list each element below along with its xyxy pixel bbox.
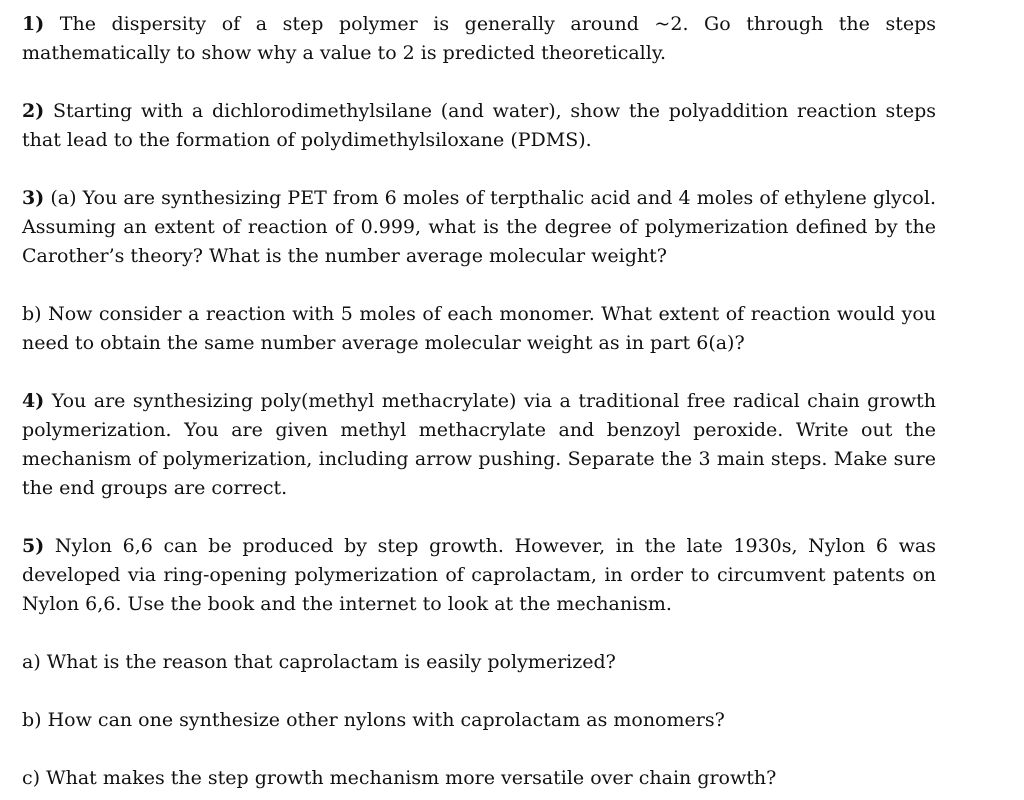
question-5-number: 5) (22, 535, 45, 557)
question-5a-text: a) What is the reason that caprolactam is easily polymerized? (22, 651, 616, 673)
question-3b-text: b) Now consider a reaction with 5 moles of each monomer. What extent of reaction would you need to obtain the same number average molecular weight as in part 6(a)? (22, 303, 936, 354)
question-2-text: Starting with a dichlorodimethylsilane (and water), show the polyaddition reaction steps that lead to the formation of polydimethylsiloxane (PDMS). (22, 100, 936, 151)
question-5b (22, 706, 936, 735)
question-3a-text: (a) You are synthesizing PET from 6 moles of terpthalic acid and 4 moles of ethylene glycol. Assuming an extent of reaction of 0.999, what is the degree of polymerization defined by the Carother’s theory? What is the number average molecular weight? (22, 187, 936, 267)
question-3b (22, 300, 936, 358)
question-5c-text: c) What makes the step growth mechanism more versatile over chain growth? (22, 767, 777, 789)
question-1-text: The dispersity of a step polymer is generally around ~2. Go through the steps mathematically to show why a value to 2 is predicted theoretically. (22, 13, 936, 64)
question-1-number: 1) (22, 13, 45, 35)
question-5a (22, 648, 936, 677)
question-2-number: 2) (22, 100, 45, 122)
question-3a (22, 184, 936, 271)
question-5b-text: b) How can one synthesize other nylons with caprolactam as monomers? (22, 709, 725, 731)
question-3-number: 3) (22, 187, 45, 209)
question-4-number: 4) (22, 390, 45, 412)
question-5 (22, 532, 936, 619)
question-1 (22, 10, 936, 68)
question-5-text: Nylon 6,6 can be produced by step growth. However, in the late 1930s, Nylon 6 was developed via ring-opening polymerization of caprolactam, in order to circumvent patents on Nylon 6,6. Use the book and the internet to look at the mechanism. (22, 535, 936, 615)
question-4 (22, 387, 936, 503)
question-2 (22, 97, 936, 155)
question-5c (22, 764, 936, 793)
question-4-text: You are synthesizing poly(methyl methacrylate) via a traditional free radical chain growth polymerization. You are given methyl methacrylate and benzoyl peroxide. Write out the mechanism of polymerization, including arrow pushing. Separate the 3 main steps. Make sure the end groups are correct. (22, 390, 937, 499)
